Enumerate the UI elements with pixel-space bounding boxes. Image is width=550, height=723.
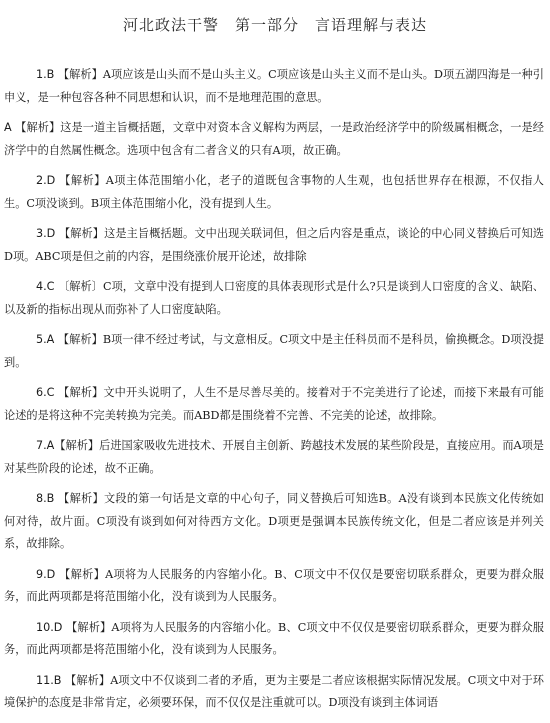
answer-text: A项文中不仅谈到二者的矛盾，更为主要是二者应该根据实际情况发展。C项文中对于环境保护的态度是非常肯定，必须要环保，而不仅仅是注重就可以。D项没有谈到主体词语 <box>4 673 544 709</box>
answer-list <box>4 64 544 723</box>
answer-label: 11.B 【解析】 <box>36 673 111 687</box>
answer-item-q4 <box>4 276 544 321</box>
answer-label: 8.B 【解析】 <box>36 492 104 505</box>
answer-item-q2 <box>4 170 544 215</box>
page-title: 河北政法干警 第一部分 言语理解与表达 <box>122 16 427 34</box>
answer-item-q9 <box>4 564 544 609</box>
answer-text: 这是主旨概括题。文中出现关联词但，但之后内容是重点，谈论的中心同义替换后可知选D项。ABC项是但之前的内容，是围绕涨价展开论述，故排除 <box>4 227 544 263</box>
answer-text: A项主体范围缩小化，老子的道既包含事物的人生观，也包括世界存在根源，不仅指人生。C项没谈到。B项主体范围缩小化，没有提到人生。 <box>4 174 544 210</box>
answer-label: 1.B 【解析】 <box>36 68 103 81</box>
answer-text: 这是一道主旨概括题，文章中对资本含义解构为两层，一是政治经济学中的阶级属相概念，一是经济学中的自然属性概念。选项中包含有二者含义的只有A项，故正确。 <box>4 121 544 157</box>
answer-label: 7.A【解析】 <box>36 439 100 452</box>
answer-text: 文中开头说明了，人生不是尽善尽美的。接着对于不完美进行了论述，而接下来最有可能论述的是将这种不完美转换为完美。而ABD都是围绕着不完善、不完美的论述，故排除。 <box>4 386 544 422</box>
answer-item-q11 <box>4 670 544 715</box>
answer-text: A项将为人民服务的内容缩小化。B、C项文中不仅仅是要密切联系群众，更要为群众服务，而此两项都是将范围缩小化，没有谈到为人民服务。 <box>4 567 544 603</box>
answer-label: 2.D 【解析】 <box>36 174 106 187</box>
answer-item-q8 <box>4 488 544 556</box>
answer-item-q3 <box>4 223 544 268</box>
answer-item-q5 <box>4 329 544 374</box>
answer-label: 10.D 【解析】 <box>36 620 112 634</box>
answer-text: 文段的第一句话是文章的中心句子，同义替换后可知选B。A没有谈到本民族文化传统如何对待，故片面。C项没有谈到如何对待西方文化。D项更是强调本民族传统文化，但是二者应该是并列关系，故排除。 <box>4 492 544 550</box>
answer-item-q1 <box>4 64 544 109</box>
answer-text: A项将为人民服务的内容缩小化。B、C项文中不仅仅是要密切联系群众，更要为群众服务，而此两项都是将范围缩小化，没有谈到为人民服务。 <box>4 620 544 656</box>
answer-item-q7 <box>4 435 544 480</box>
answer-item-q6 <box>4 382 544 427</box>
answer-text: B项一律不经过考试，与文意相反。C项文中是主任科员而不是科员，偷换概念。D项没提到。 <box>4 333 544 369</box>
answer-item-q10 <box>4 617 544 662</box>
answer-label: A 【解析】 <box>4 121 61 134</box>
answer-label: 4.C 〔解析〕 <box>36 280 103 293</box>
answer-label: 5.A 【解析】 <box>36 333 103 346</box>
answer-label: 6.C 【解析】 <box>36 386 104 399</box>
answer-label: 3.D 【解析】 <box>36 227 105 240</box>
answer-text: 后进国家吸收先进技术、开展自主创新、跨越技术发展的某些阶段是，直接应用。而A项是对某些阶段的论述，故不正确。 <box>4 439 544 475</box>
answer-item-q1b <box>4 117 544 162</box>
answer-label: 9.D 【解析】 <box>36 567 106 581</box>
answer-text: A项应该是山头而不是山头主义。C项应该是山头主义而不是山头。D项五湖四海是一种引申义，是一种包容各种不同思想和认识，而不是地理范围的意思。 <box>4 68 544 104</box>
answer-text: C项，文章中没有提到人口密度的具体表现形式是什么?只是谈到人口密度的含义、缺陷、以及新的指标出现从而弥补了人口密度缺陷。 <box>4 280 544 316</box>
